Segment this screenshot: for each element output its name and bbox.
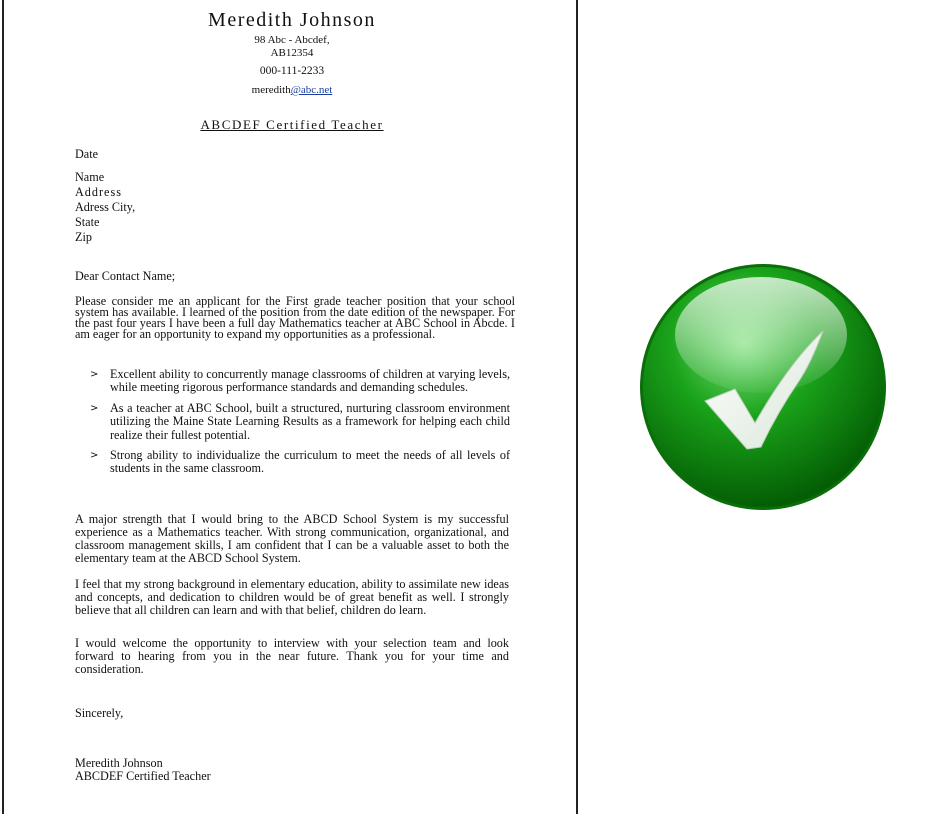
background-paragraph: I feel that my strong background in elementary education, ability to assimilate new ideas and concepts, and dedication to children would be of great benefit as well. I strongly believe that all children can learn and with that belief, children do learn.	[75, 577, 509, 617]
recipient-zip: Zip	[75, 230, 92, 244]
list-item	[90, 368, 510, 395]
bullet-marker: >	[90, 450, 99, 462]
signature-block	[75, 757, 211, 782]
email-link[interactable]: @abc.net	[290, 84, 333, 96]
bullet-text: As a teacher at ABC School, built a structured, nurturing classroom environment utilizing the Maine State Learning Results as a framework for helping each child realize their fullest potential.	[110, 400, 510, 442]
date-field: Date	[75, 147, 99, 161]
address-line-2: AB12354	[270, 47, 314, 59]
recipient-state: State	[75, 215, 100, 229]
qualifications-list	[90, 368, 510, 483]
sender-phone: 000-111-2233	[259, 65, 325, 77]
signature-name: Meredith Johnson	[75, 756, 163, 770]
job-title-heading: ABCDEF Certified Teacher	[200, 117, 384, 132]
bullet-marker: >	[90, 369, 99, 380]
recipient-city: Adress City,	[75, 200, 136, 214]
closing-paragraph: I would welcome the opportunity to interview with your selection team and look forward to hearing from you in the near future. Thank you for your time and consideration.	[75, 636, 509, 676]
bullet-text: Strong ability to individualize the curriculum to meet the needs of all levels of students in the same classroom.	[110, 448, 510, 476]
cover-letter-document	[2, 0, 578, 814]
address-line-1: 98 Abc - Abcdef,	[254, 34, 330, 46]
closing: Sincerely,	[75, 706, 124, 720]
strength-paragraph: A major strength that I would bring to the ABCD School System is my successful experience as a Mathematics teacher. With strong communication, organizational, and classroom management skills, I am confident that I can be a valuable asset to both the elementary team at the ABCD School System.	[75, 512, 509, 565]
green-checkmark-icon	[639, 263, 887, 511]
sender-address	[4, 34, 580, 60]
sender-email	[4, 84, 580, 97]
recipient-address: Address	[75, 185, 122, 199]
recipient-block	[75, 170, 135, 245]
bullet-text: Excellent ability to concurrently manage classrooms of children at varying levels, while meeting rigorous performance standards and demanding schedules.	[110, 367, 510, 395]
recipient-name: Name	[75, 170, 105, 184]
bullet-marker: >	[90, 402, 99, 414]
salutation: Dear Contact Name;	[75, 269, 176, 283]
signature-title: ABCDEF Certified Teacher	[75, 768, 211, 783]
list-item	[90, 402, 510, 442]
sender-name: Meredith Johnson	[208, 9, 376, 31]
list-item	[90, 449, 510, 476]
intro-paragraph: Please consider me an applicant for the First grade teacher position that your school system has available. I learned of the position from the date edition of the newspaper. For the past four years I have been a full day Mathematics teacher at ABC School in Abcde. I am eager for an opportunity to expand my opportunities as a professional.	[75, 294, 515, 341]
email-prefix: meredith	[251, 84, 291, 96]
